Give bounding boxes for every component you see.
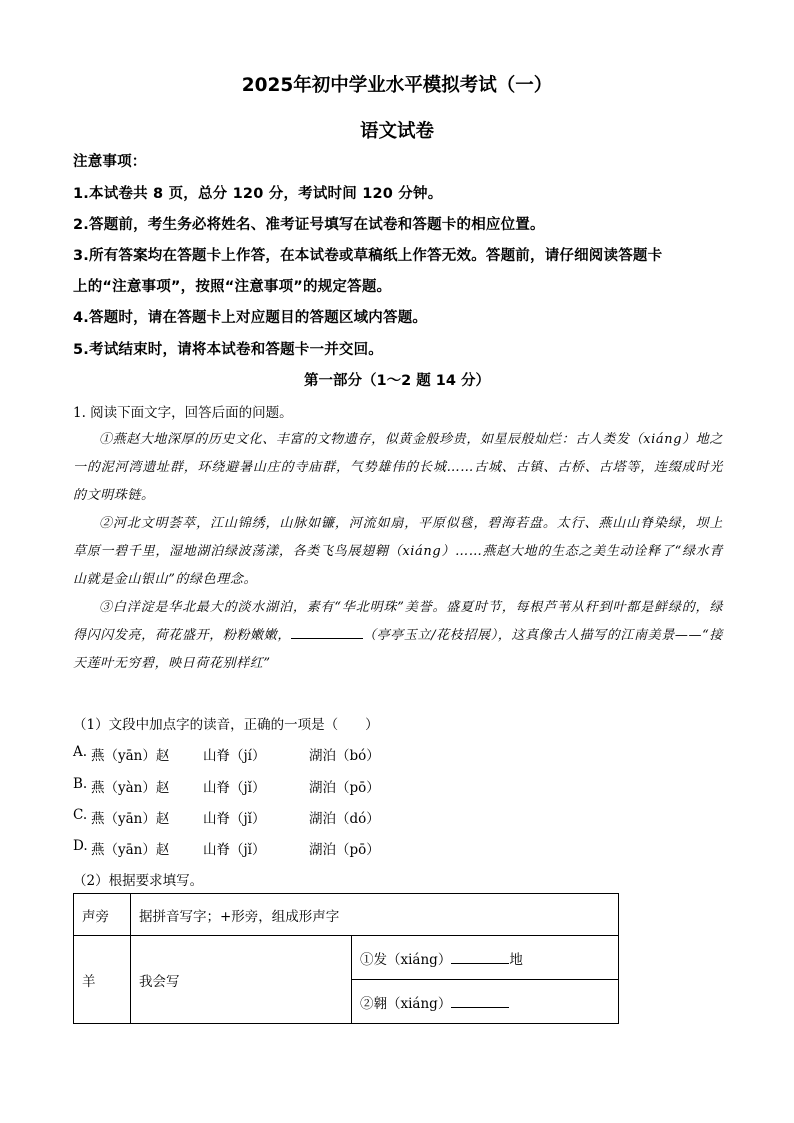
answer-2-blank[interactable] [451, 995, 509, 1008]
option-a-label: A. [73, 744, 88, 760]
notice-item-2: 2.答题前，考生务必将姓名、准考证号填写在试卷和答题卡的相应位置。 [73, 217, 545, 233]
table-task-label: 我会写 [131, 936, 352, 1024]
table-answer-2[interactable] [352, 980, 619, 1024]
option-d-item-2: 山脊（jǐ） [203, 842, 266, 858]
exam-title: 2025年初中学业水平模拟考试（一） [241, 75, 553, 96]
option-d-label: D. [73, 838, 88, 854]
question-1-prompt: 1. 阅读下面文字，回答后面的问题。 [73, 405, 293, 421]
notice-item-5: 5.考试结束时，请将本试卷和答题卡一并交回。 [73, 342, 383, 358]
fill-blank [291, 626, 363, 639]
section-heading: 第一部分（1～2 题 14 分） [304, 373, 490, 389]
option-b-item-2: 山脊（jǐ） [203, 780, 266, 796]
subquestion-2-stem: （2）根据要求填写。 [73, 873, 204, 889]
answer-2-prompt: ②翱（xiáng） [360, 995, 452, 1012]
subquestion-1-stem: （1）文段中加点字的读音，正确的一项是（ ） [73, 717, 379, 733]
option-a-item-2: 山脊（jí） [203, 748, 266, 764]
option-c-item-2: 山脊（jǐ） [203, 811, 266, 827]
passage-paragraph-3 [73, 594, 723, 678]
notice-heading: 注意事项： [73, 154, 147, 170]
option-c-item-3: 湖泊（dó） [309, 811, 380, 827]
exam-subtitle: 语文试卷 [359, 121, 434, 142]
option-b-item-1: 燕（yàn）赵 [91, 780, 170, 796]
answer-1-prompt: ①发（xiáng） [360, 951, 452, 968]
option-d-item-3: 湖泊（pō） [309, 842, 380, 858]
option-b-label: B. [73, 776, 88, 792]
notice-item-4: 4.答题时，请在答题卡上对应题目的答题区域内答题。 [73, 310, 428, 326]
notice-item-1: 1.本试卷共 8 页，总分 120 分，考试时间 120 分钟。 [73, 186, 443, 202]
fill-table [73, 893, 619, 1024]
passage-paragraph-2: ②河北文明荟萃，江山锦绣，山脉如镰，河流如扇，平原似毯，碧海若盘。太行、燕山山脊染绿，坝上草原一碧千里，湿地湖泊绿波荡漾，各类飞鸟展翅翱（xiáng）……燕赵大地的生态之美生动诠释了“绿水青山就是金山银山”的绿色理念。 [73, 516, 723, 587]
option-d-item-1: 燕（yān）赵 [91, 842, 170, 858]
answer-1-suffix: 地 [509, 951, 523, 968]
table-answer-1[interactable] [352, 936, 619, 980]
notice-item-3-cont: 上的“注意事项”，按照“注意事项”的规定答题。 [73, 279, 392, 295]
option-a-item-1: 燕（yān）赵 [91, 748, 170, 764]
reading-passage [73, 426, 723, 678]
table-header-instruction: 据拼音写字；+形旁，组成形声字 [131, 894, 619, 936]
notice-item-3: 3.所有答案均在答题卡上作答，在本试卷或草稿纸上作答无效。答题前，请仔细阅读答题卡 [73, 248, 663, 264]
option-a-item-3: 湖泊（bó） [309, 748, 380, 764]
paragraph-3-text: ③白洋淀是华北最大的淡水湖泊，素有“华北明珠”美誉。盛夏时节，每根芦苇从秆到叶都是鲜绿的，绿得闪闪发亮，荷花盛开，粉粉嫩嫩， [73, 600, 723, 643]
paragraph-3-text-cont: （亭亭玉立/花枝招展），这真像古人描写的江南美景——“接天莲叶无穷碧，映日荷花别样红” [73, 628, 723, 671]
option-b-item-3: 湖泊（pō） [309, 780, 380, 796]
passage-paragraph-1: ①燕赵大地深厚的历史文化、丰富的文物遗存，似黄金般珍贵，如星辰般灿烂：古人类发（xiáng）地之一的泥河湾遗址群，环绕避暑山庄的寺庙群，气势雄伟的长城……古城、古镇、古桥、古塔等，连缀成时光的文明珠链。 [73, 432, 723, 503]
table-header-radical: 声旁 [74, 894, 131, 936]
option-c-label: C. [73, 807, 88, 823]
option-c-item-1: 燕（yān）赵 [91, 811, 170, 827]
answer-1-blank[interactable] [451, 951, 509, 964]
table-radical-char: 羊 [74, 936, 131, 1024]
